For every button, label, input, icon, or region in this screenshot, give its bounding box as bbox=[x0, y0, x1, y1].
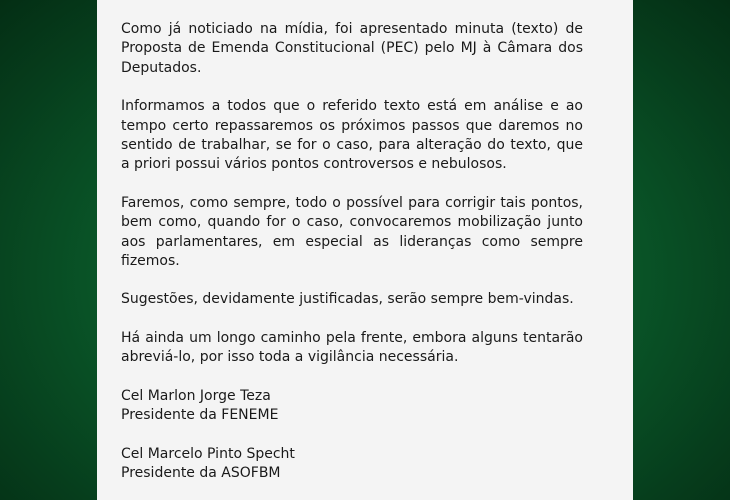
paragraph-suggestions: Sugestões, devidamente justificadas, serão sempre bem-vindas. bbox=[121, 291, 574, 308]
letter-page bbox=[97, 0, 633, 500]
paragraph-vigilance: Há ainda um longo caminho pela frente, embora alguns tentarão abreviá-lo, por isso toda a vigilância necessária. bbox=[121, 329, 583, 366]
paragraph-analysis: Informamos a todos que o referido texto está em análise e ao tempo certo repassaremos os próximos passos que daremos no sentido de trabalhar, se for o caso, para alteração do texto, que a priori possui vários pontos controversos e nebulosos. bbox=[121, 98, 583, 173]
signature-name: Cel Marcelo Pinto Specht bbox=[121, 445, 295, 462]
signature-name: Cel Marlon Jorge Teza bbox=[121, 387, 271, 404]
paragraph-mobilization: Faremos, como sempre, todo o possível para corrigir tais pontos, bem como, quando for o caso, convocaremos mobilização junto aos parlamentares, em especial as lideranças como sempre fizemos. bbox=[121, 194, 583, 270]
signature-role: Presidente da ASOFBM bbox=[121, 464, 281, 481]
signature-role: Presidente da FENEME bbox=[121, 407, 279, 424]
signature-block-asofbm bbox=[121, 445, 583, 484]
signature-block-feneme bbox=[121, 387, 583, 426]
paragraph-pec-announcement: Como já noticiado na mídia, foi apresentado minuta (texto) de Proposta de Emenda Constitucional (PEC) pelo MJ à Câmara dos Deputados. bbox=[121, 21, 583, 76]
